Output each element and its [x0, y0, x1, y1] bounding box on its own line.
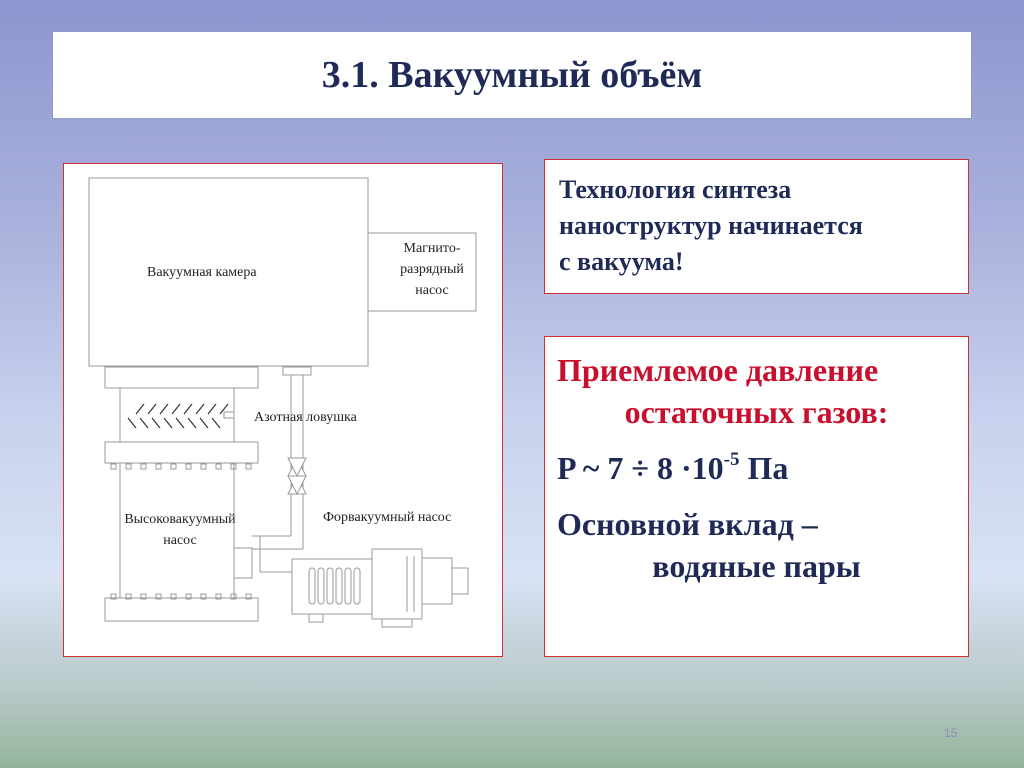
title-bar	[52, 31, 972, 119]
chamber-flange	[105, 367, 258, 388]
pump-side-connector	[234, 548, 252, 578]
high-vacuum-pump-shape	[120, 463, 234, 598]
label-vacuum-chamber: Вакуумная камера	[147, 265, 257, 280]
label-nitrogen-trap: Азотная ловушка	[254, 410, 357, 425]
note-line: Технология синтеза	[559, 175, 792, 204]
valve-symbol	[288, 458, 306, 494]
note-line: наноструктур начинается	[559, 211, 863, 240]
formula-base: P ~ 7 ÷ 8 ·10	[557, 450, 724, 486]
label-magnetic-pump-line3: насос	[415, 283, 449, 298]
trap-side-port	[224, 412, 234, 418]
motor-end	[452, 568, 468, 594]
pump-bottom-flange	[105, 598, 258, 621]
pressure-formula	[557, 447, 956, 489]
pump-foot-left	[309, 614, 323, 622]
flange-bolts	[111, 464, 251, 599]
vacuum-system-diagram	[63, 163, 503, 657]
trap-baffles	[128, 404, 228, 428]
label-forevacuum-pump: Форвакуумный насос	[323, 510, 452, 525]
pressure-heading-line2: остаточных газов:	[624, 394, 889, 430]
formula-exponent: -5	[723, 449, 740, 470]
contribution-line2: водяные пары	[652, 548, 861, 584]
page-number: 15	[944, 726, 958, 740]
slide-title: 3.1. Вакуумный объём	[321, 54, 703, 96]
pipe-top-flange	[283, 367, 311, 375]
label-magnetic-pump-line2: разрядный	[400, 262, 464, 277]
pressure-info	[544, 336, 969, 657]
diagram-drawing	[64, 164, 504, 658]
pressure-heading-line1: Приемлемое давление	[557, 352, 879, 388]
motor-cap	[422, 558, 452, 604]
synthesis-note	[544, 159, 969, 294]
note-line: с вакуума!	[559, 247, 684, 276]
formula-unit: Па	[739, 450, 789, 486]
motor-foot	[382, 619, 412, 627]
label-high-vacuum-pump-line2: насос	[163, 533, 197, 548]
pump-top-flange	[105, 442, 258, 463]
contribution-line1: Основной вклад –	[557, 506, 818, 542]
nitrogen-trap-shape	[120, 388, 234, 442]
label-high-vacuum-pump-line1: Высоковакуумный	[124, 512, 236, 527]
label-magnetic-pump-line1: Магнито-	[403, 241, 461, 256]
